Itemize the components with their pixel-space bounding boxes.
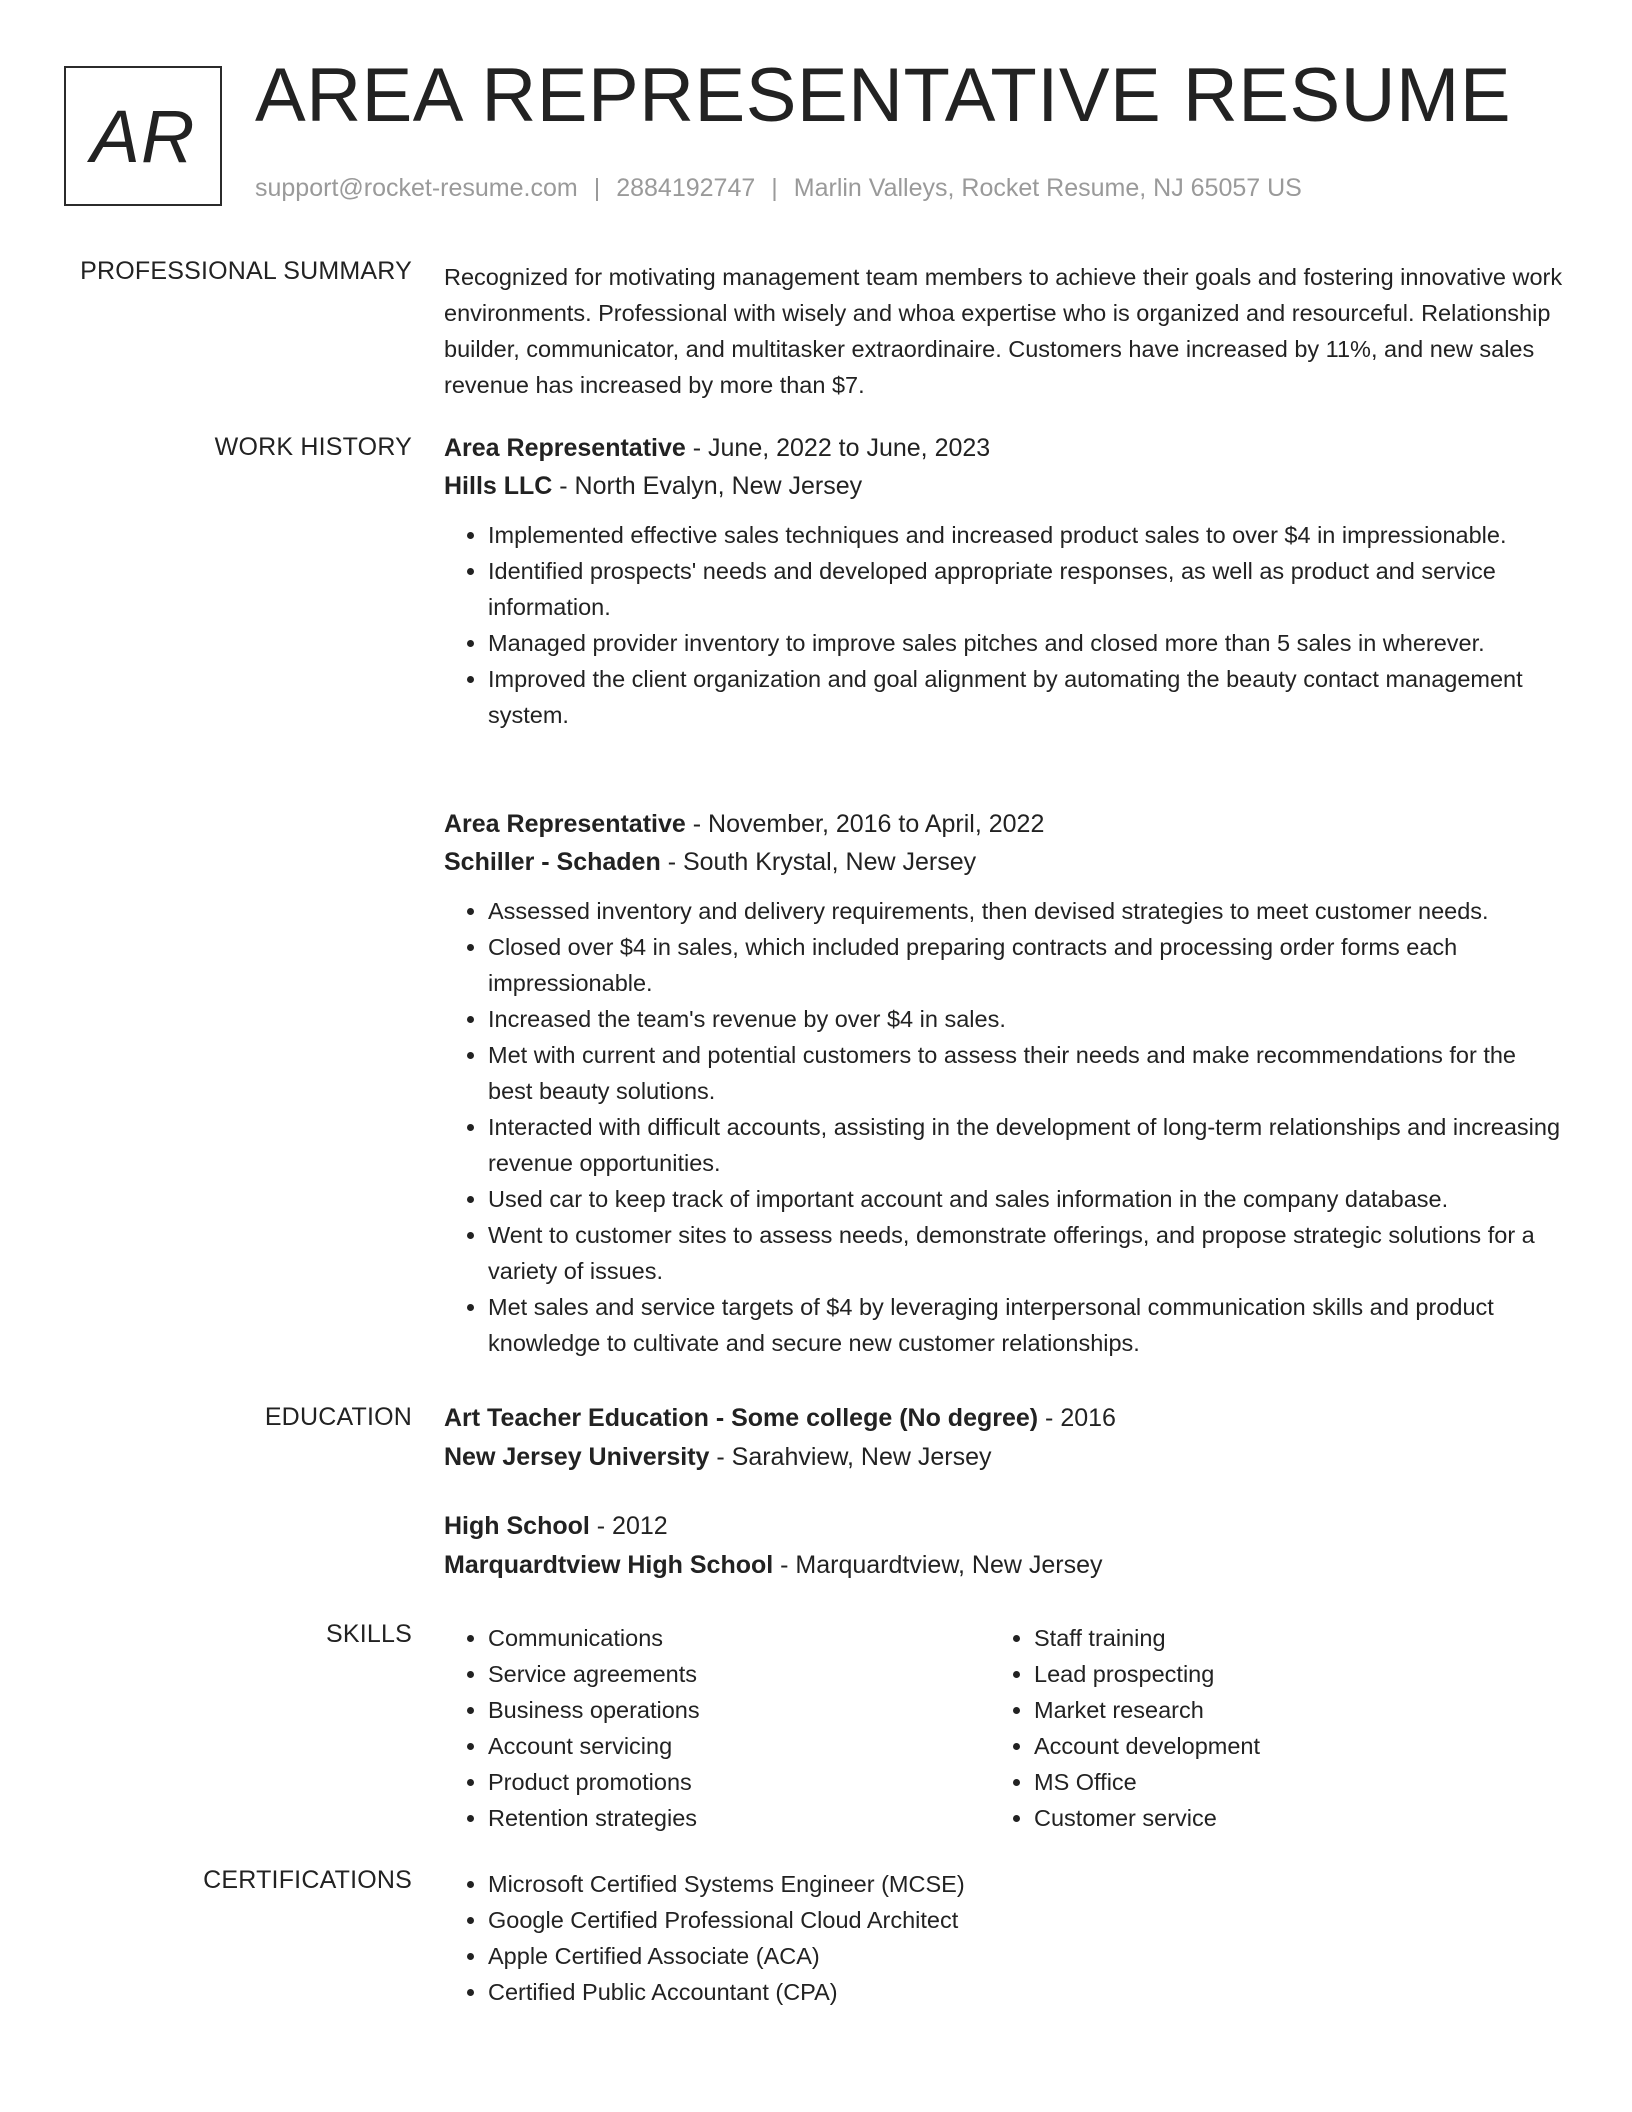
certification-item: • Apple Certified Associate (ACA): [488, 1938, 1564, 1974]
certification-item: • Certified Public Accountant (CPA): [488, 1974, 1564, 2010]
job-bullet: • Used car to keep track of important account and sales information in the company database.: [488, 1181, 1564, 1217]
education-location: - Sarahview, New Jersey: [709, 1443, 992, 1471]
skill-item: • Customer service: [1034, 1800, 1534, 1836]
skill-item: • Service agreements: [488, 1656, 988, 1692]
job-location: - South Krystal, New Jersey: [660, 848, 977, 876]
skill-item: • Staff training: [1034, 1620, 1534, 1656]
skill-item: • Account servicing: [488, 1728, 988, 1764]
contact-email[interactable]: support@rocket-resume.com: [255, 174, 578, 202]
job-bullet: • Improved the client organization and goal alignment by automating the beauty contact management system.: [488, 661, 1564, 733]
section-body-education: [444, 1399, 1564, 1585]
skill-item: • Communications: [488, 1620, 988, 1656]
certifications-list: [444, 1866, 1564, 2010]
education-school-line: [444, 1438, 1564, 1477]
job-title-line: [444, 805, 1564, 843]
certification-item: • Google Certified Professional Cloud Architect: [488, 1902, 1564, 1938]
job-bullet: • Met sales and service targets of $4 by leveraging interpersonal communication skills and product knowledge to cultivate and secure new customer relationships.: [488, 1289, 1564, 1361]
section-body-certifications: [444, 1866, 1564, 2010]
contact-phone: 2884192747: [616, 174, 756, 202]
section-label-work-history: WORK HISTORY: [214, 433, 412, 461]
certification-item: • Microsoft Certified Systems Engineer (MCSE): [488, 1866, 1564, 1902]
section-label-certifications: CERTIFICATIONS: [203, 1866, 412, 1894]
job-bullet: • Closed over $4 in sales, which included preparing contracts and processing order forms each impressionable.: [488, 929, 1564, 1001]
section-label-education: EDUCATION: [264, 1403, 412, 1431]
education-school: Marquardtview High School: [444, 1551, 774, 1579]
education-school: New Jersey University: [444, 1443, 710, 1471]
job-bullets: [444, 893, 1564, 1361]
job-bullet: • Managed provider inventory to improve sales pitches and closed more than 5 sales in wherever.: [488, 625, 1564, 661]
contact-line: [255, 174, 1302, 203]
skills-list-right: [990, 1620, 1534, 1836]
education-entry: [444, 1507, 1564, 1585]
skill-item: • Product promotions: [488, 1764, 988, 1800]
job-company-line: [444, 843, 1564, 881]
job-bullets: [444, 517, 1564, 733]
skills-list-left: [444, 1620, 988, 1836]
job-dates: - November, 2016 to April, 2022: [685, 810, 1045, 838]
section-body-summary: [444, 259, 1564, 403]
skills-columns: [444, 1620, 1564, 1836]
section-label-summary: PROFESSIONAL SUMMARY: [80, 257, 412, 285]
job-company-line: [444, 467, 1564, 505]
education-school-line: [444, 1546, 1564, 1585]
education-entry: [444, 1399, 1564, 1477]
job-title-line: [444, 429, 1564, 467]
education-degree: High School: [444, 1512, 590, 1540]
section-body-skills: [444, 1620, 1564, 1836]
job-title: Area Representative: [444, 810, 686, 838]
skill-item: • Business operations: [488, 1692, 988, 1728]
job-location: - North Evalyn, New Jersey: [552, 472, 863, 500]
skill-item: • Lead prospecting: [1034, 1656, 1534, 1692]
section-body-work-history-2: [444, 805, 1564, 1361]
page-title: AREA REPRESENTATIVE RESUME: [255, 53, 1512, 138]
job-entry: [444, 805, 1564, 1361]
contact-separator: |: [593, 174, 601, 202]
education-year: - 2012: [589, 1512, 668, 1540]
job-bullet: • Identified prospects' needs and developed appropriate responses, as well as product and service information.: [488, 553, 1564, 625]
contact-separator: |: [771, 174, 778, 202]
education-degree: Art Teacher Education - Some college (No degree): [444, 1404, 1039, 1432]
education-degree-line: [444, 1507, 1564, 1546]
education-year: - 2016: [1038, 1404, 1116, 1432]
job-bullet: • Assessed inventory and delivery requirements, then devised strategies to meet customer needs.: [488, 893, 1564, 929]
job-bullet: • Met with current and potential customers to assess their needs and make recommendations for the best beauty solutions.: [488, 1037, 1564, 1109]
job-entry: [444, 429, 1564, 733]
contact-address: Marlin Valleys, Rocket Resume, NJ 65057 US: [793, 174, 1302, 202]
job-bullet: • Went to customer sites to assess needs, demonstrate offerings, and propose strategic solutions for a variety of issues.: [488, 1217, 1564, 1289]
education-location: - Marquardtview, New Jersey: [773, 1551, 1103, 1579]
job-bullet: • Implemented effective sales techniques and increased product sales to over $4 in impressionable.: [488, 517, 1564, 553]
job-company: Schiller - Schaden: [444, 848, 661, 876]
job-bullet: • Interacted with difficult accounts, assisting in the development of long-term relationships and increasing revenue opportunities.: [488, 1109, 1564, 1181]
education-degree-line: [444, 1399, 1564, 1438]
skill-item: • Market research: [1034, 1692, 1534, 1728]
job-company: Hills LLC: [444, 472, 553, 500]
skill-item: • MS Office: [1034, 1764, 1534, 1800]
skill-item: • Account development: [1034, 1728, 1534, 1764]
job-dates: - June, 2022 to June, 2023: [685, 434, 991, 462]
summary-text: Recognized for motivating management team members to achieve their goals and fostering innovative work environments. Professional with wisely and whoa expertise who is organized and resourceful. Relationship builder, communicator, and multitasker extraordinaire. Customers have increased by 11%, and new sales revenue has increased by more than $7.: [444, 264, 1563, 398]
job-title: Area Representative: [444, 434, 686, 462]
monogram-logo: AR: [64, 66, 222, 206]
skill-item: • Retention strategies: [488, 1800, 988, 1836]
section-label-skills: SKILLS: [326, 1620, 412, 1648]
job-bullet: • Increased the team's revenue by over $4 in sales.: [488, 1001, 1564, 1037]
section-body-work-history: [444, 429, 1564, 733]
